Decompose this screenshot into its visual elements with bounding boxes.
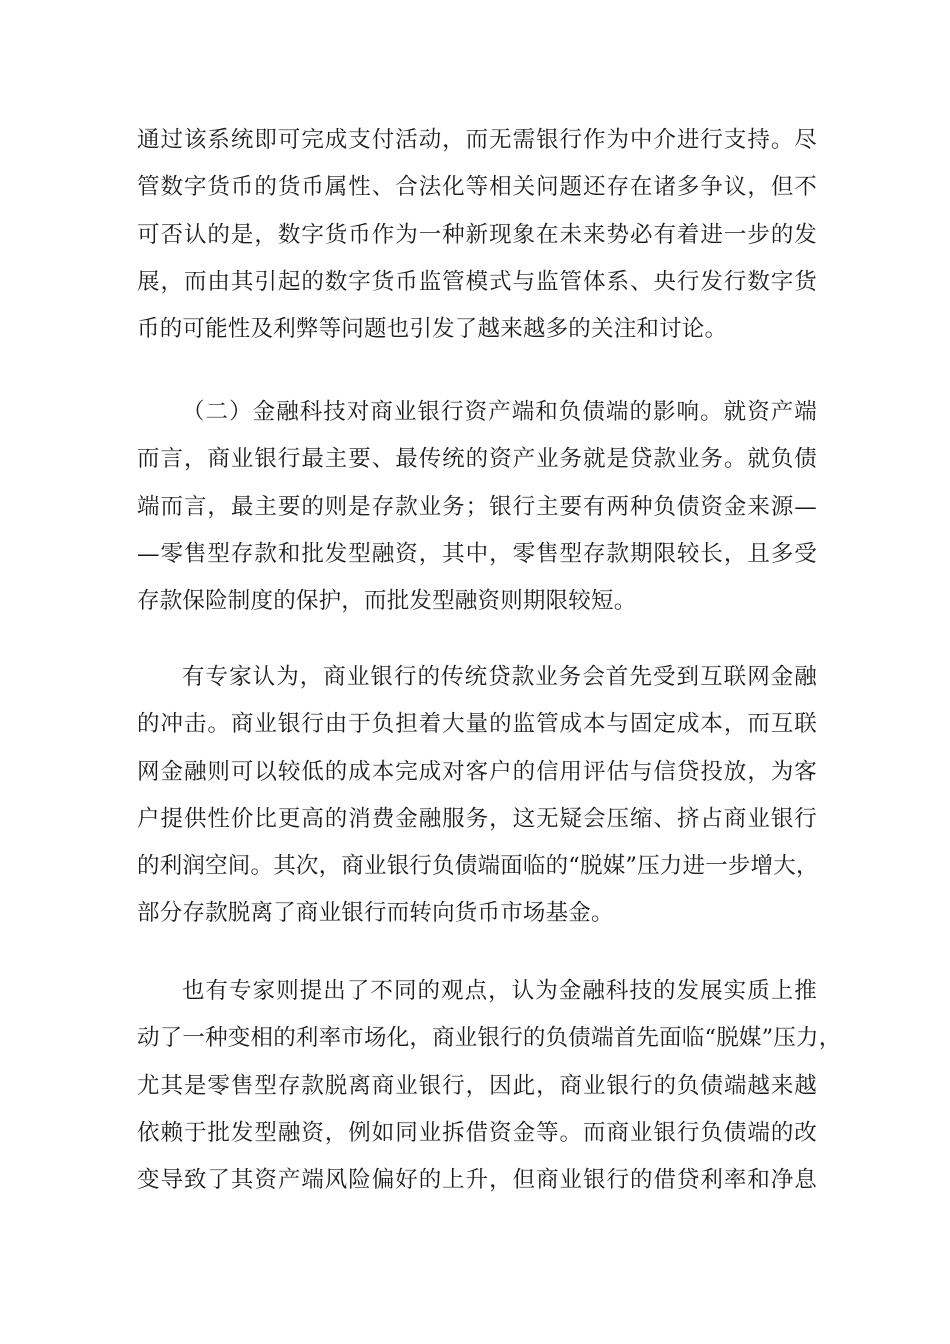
text-line: 也有专家则提出了不同的观点，认为金融科技的发展实质上推 bbox=[182, 978, 817, 1004]
text-line: 可否认的是，数字货币作为一种新现象在未来势必有着进一步的发 bbox=[137, 221, 817, 248]
text-line: 展，而由其引起的数字货币监管模式与监管体系、央行发行数字货 bbox=[137, 268, 817, 295]
text-line: 管数字货币的货币属性、合法化等相关问题还存在诸多争议，但不 bbox=[137, 174, 817, 201]
text-line: 尤其是零售型存款脱离商业银行，因此，商业银行的负债端越来越 bbox=[137, 1072, 817, 1099]
text-line: 的利润空间。其次，商业银行负债端面临的“脱媒”压力进一步增大， bbox=[137, 853, 819, 880]
text-line: 存款保险制度的保护，而批发型融资则期限较短。 bbox=[137, 588, 637, 615]
paragraph-section-two bbox=[137, 389, 817, 625]
paragraph-expert-view-one bbox=[137, 654, 817, 938]
paragraph-expert-view-two bbox=[137, 968, 842, 1204]
text-line: 有专家认为，商业银行的传统贷款业务会首先受到互联网金融 bbox=[182, 664, 817, 690]
text-line: 通过该系统即可完成支付活动，而无需银行作为中介进行支持。尽 bbox=[137, 127, 817, 153]
text-line: 变导致了其资产端风险偏好的上升，但商业银行的借贷利率和净息 bbox=[137, 1167, 817, 1194]
text-line: —零售型存款和批发型融资，其中，零售型存款期限较长，且多受 bbox=[137, 540, 817, 567]
text-line: 户提供性价比更高的消费金融服务，这无疑会压缩、挤占商业银行 bbox=[137, 805, 817, 832]
text-line: 动了一种变相的利率市场化，商业银行的负债端首先面临“脱媒”压力， bbox=[137, 1025, 842, 1052]
text-line: 网金融则可以较低的成本完成对客户的信用评估与信贷投放，为客 bbox=[137, 758, 817, 785]
paragraph-digital-currency bbox=[137, 117, 817, 353]
text-line: 币的可能性及利弊等问题也引发了越来越多的关注和讨论。 bbox=[137, 316, 728, 343]
text-line: 而言，商业银行最主要、最传统的资产业务就是贷款业务。就负债 bbox=[137, 446, 817, 473]
text-line: 端而言，最主要的则是存款业务；银行主要有两种负债资金来源— bbox=[137, 493, 817, 520]
text-line: 部分存款脱离了商业银行而转向货币市场基金。 bbox=[137, 900, 614, 927]
text-line: 的冲击。商业银行由于负担着大量的监管成本与固定成本，而互联 bbox=[137, 711, 817, 738]
text-line: （二）金融科技对商业银行资产端和负债端的影响。就资产端 bbox=[182, 399, 817, 425]
text-line: 依赖于批发型融资，例如同业拆借资金等。而商业银行负债端的改 bbox=[137, 1119, 817, 1146]
